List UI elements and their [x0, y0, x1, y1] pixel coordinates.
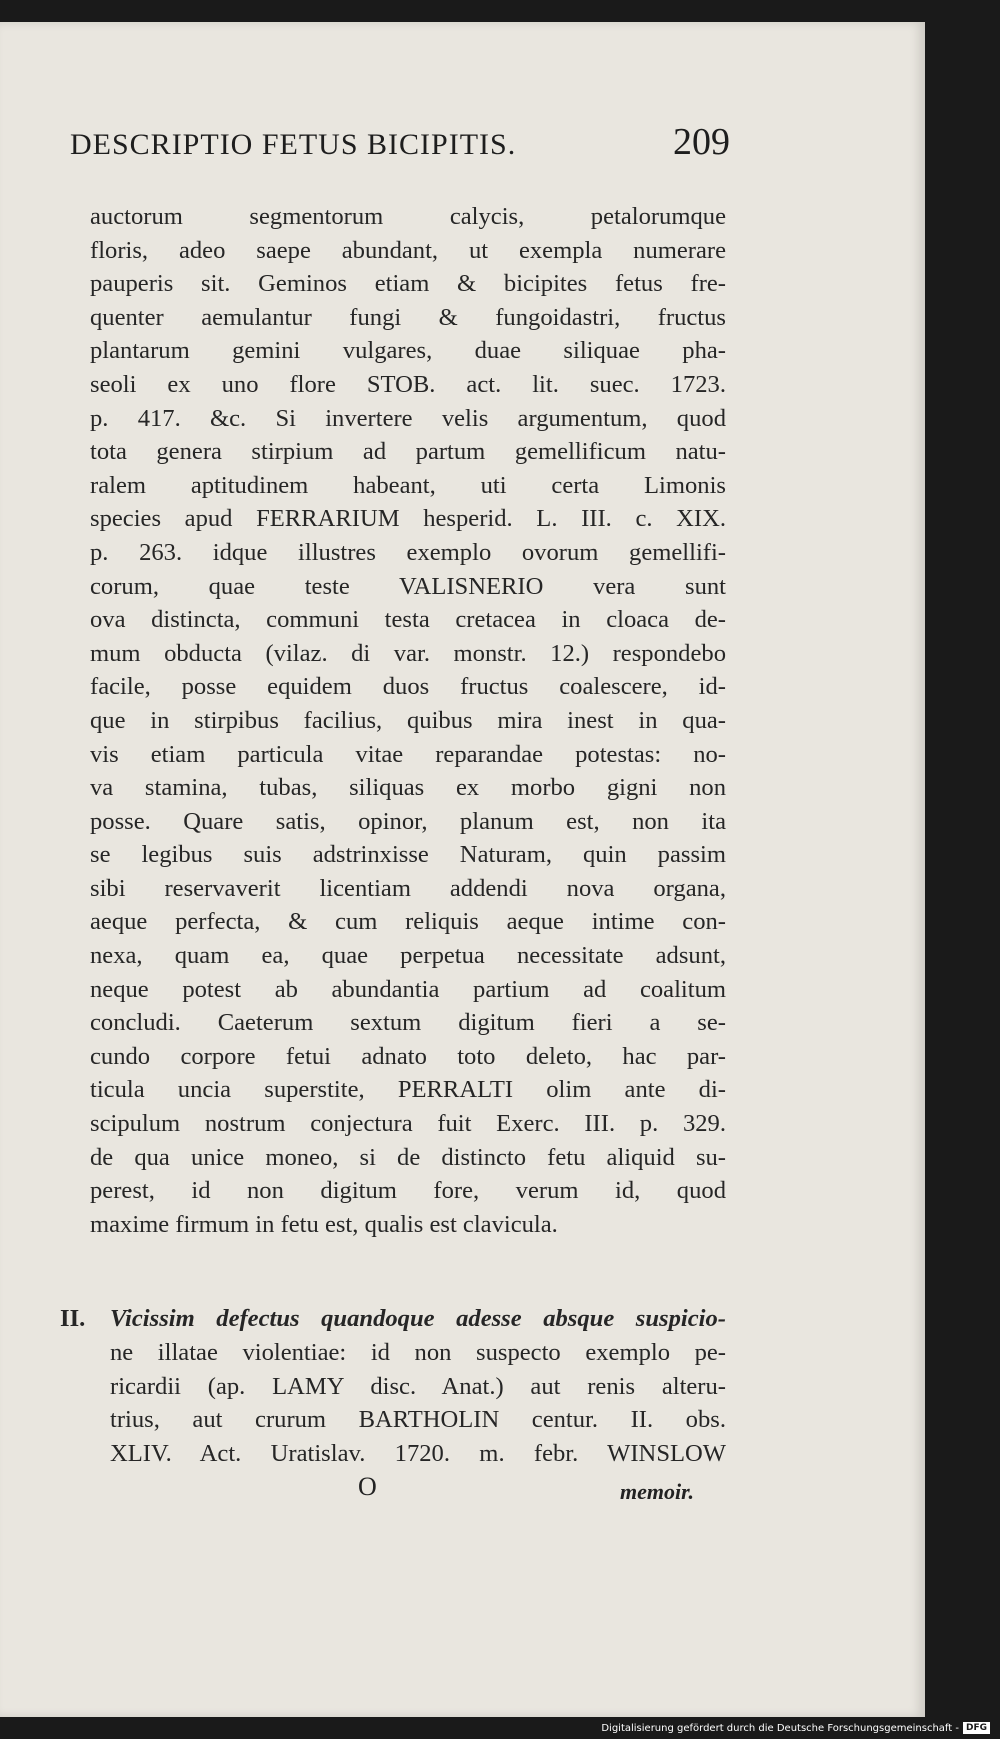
credit-text: Digitalisierung gefördert durch die Deutsche Forschungsgemeinschaft - [601, 1722, 959, 1734]
text-line: seoli ex uno flore STOB. act. lit. suec. 1723. [90, 370, 726, 398]
text-line: scipulum nostrum conjectura fuit Exerc. III. p. 329. [90, 1110, 726, 1138]
section-first-line [60, 1302, 726, 1336]
text-line: neque potest ab abundantia partium ad coalitum [90, 975, 726, 1003]
text-line: posse. Quare satis, opinor, planum est, non ita [90, 807, 726, 835]
section-line: ne illatae violentiae: id non suspecto exemplo pe- [110, 1338, 726, 1366]
text-line: de qua unice moneo, si de distincto fetu aliquid su- [90, 1143, 726, 1171]
text-line: sibi reservaverit licentiam addendi nova organa, [90, 874, 726, 902]
text-line: floris, adeo saepe abundant, ut exempla numerare [90, 236, 726, 264]
text-line: auctorum segmentorum calycis, petalorumque [90, 203, 726, 230]
section-line: Vicissim defectus quandoque adesse absque suspicio- [110, 1305, 726, 1332]
text-line: quenter aemulantur fungi & fungoidastri, fructus [90, 303, 726, 331]
text-line: p. 263. idque illustres exemplo ovorum gemellifi- [90, 538, 726, 566]
text-line: que in stirpibus facilius, quibus mira inest in qua- [90, 706, 726, 734]
catchword: memoir. [620, 1479, 694, 1504]
text-line: va stamina, tubas, siliquas ex morbo gigni non [90, 774, 726, 802]
text-line: se legibus suis adstrinxisse Naturam, quin passim [90, 841, 726, 869]
text-line: ova distincta, communi testa cretacea in cloaca de- [90, 606, 726, 634]
text-line: tota genera stirpium ad partum gemellificum natu- [90, 438, 726, 466]
text-line: nexa, quam ea, quae perpetua necessitate adsunt, [90, 942, 726, 970]
signature-mark: O [358, 1472, 377, 1501]
running-head: DESCRIPTIO FETUS BICIPITIS. [70, 128, 517, 161]
text-line: ticula uncia superstite, PERRALTI olim ante di- [90, 1076, 726, 1104]
text-line: plantarum gemini vulgares, duae siliquae pha- [90, 337, 726, 365]
section-number: II. [60, 1305, 86, 1332]
text-line: aeque perfecta, & cum reliquis aeque intime con- [90, 908, 726, 936]
text-line: p. 417. &c. Si invertere velis argumentum, quod [90, 404, 726, 432]
text-line: concludi. Caeterum sextum digitum fieri a se- [90, 1009, 726, 1037]
text-line: ralem aptitudinem habeant, uti certa Limonis [90, 471, 726, 499]
text-line: pauperis sit. Geminos etiam & bicipites fetus fre- [90, 270, 726, 298]
text-line: maxime firmum in fetu est, qualis est clavicula. [90, 1210, 558, 1238]
text-line: corum, quae teste VALISNERIO vera sunt [90, 572, 726, 600]
section-line: trius, aut crurum BARTHOLIN centur. II. obs. [110, 1406, 726, 1434]
text-line: mum obducta (vilaz. di var. monstr. 12.) respondebo [90, 639, 726, 667]
text-line: vis etiam particula vitae reparandae potestas: no- [90, 740, 726, 768]
main-text [90, 200, 726, 1241]
section-line: ricardii (ap. LAMY disc. Anat.) aut renis alteru- [110, 1372, 726, 1400]
section-line: XLIV. Act. Uratislav. 1720. m. febr. WINSLOW [110, 1440, 726, 1468]
text-line: cundo corpore fetui adnato toto deleto, hac par- [90, 1042, 726, 1070]
page-header [70, 120, 730, 164]
section-ii [60, 1302, 726, 1471]
text-line: species apud FERRARIUM hesperid. L. III. c. XIX. [90, 505, 726, 533]
page-number: 209 [673, 121, 730, 163]
text-line: facile, posse equidem duos fructus coalescere, id- [90, 673, 726, 701]
text-line: perest, id non digitum fore, verum id, quod [90, 1177, 726, 1205]
digitization-credit [601, 1722, 990, 1734]
dfg-logo-icon: DFG [963, 1722, 990, 1734]
